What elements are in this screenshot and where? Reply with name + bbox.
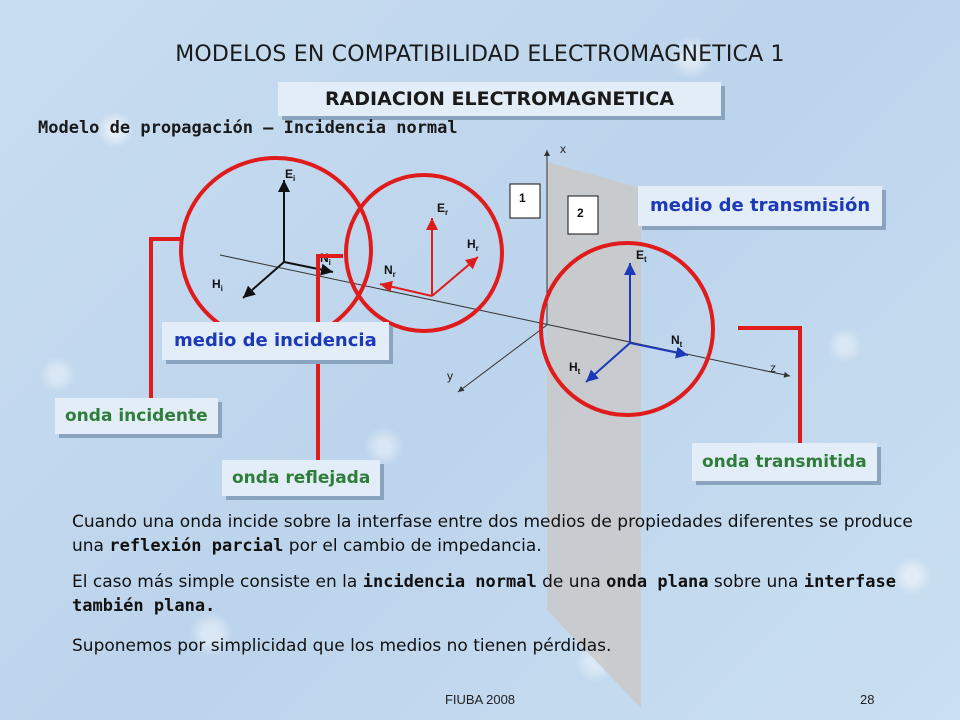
incident-H-label: $H_i$ (212, 277, 223, 293)
model-heading: Modelo de propagación – Incidencia normal (38, 118, 458, 138)
z-axis-label: z (770, 361, 776, 375)
section-subtitle: RADIACION ELECTROMAGNETICA (278, 82, 721, 116)
reflected-H-label: $H_r$ (467, 237, 479, 253)
incident-E-label: $E_i$ (285, 167, 296, 183)
page-title: MODELOS EN COMPATIBILIDAD ELECTROMAGNETICA 1 (175, 42, 785, 67)
incident-N-label: $N_i$ (320, 251, 331, 267)
reflected-wave-label: onda reflejada (222, 460, 380, 496)
paragraph-normal-incidence: El caso más simple consiste en la incidencia normal de una onda plana sobre una interfase también plana. (72, 572, 896, 616)
reflected-N-label: $N_r$ (384, 263, 396, 279)
paragraph-reflection: Cuando una onda incide sobre la interfase entre dos medios de propiedades diferentes se produce una reflexión parcial por el cambio de impedancia. (72, 512, 913, 556)
incident-wave-circle (181, 158, 371, 342)
paragraph-lossless: Suponemos por simplicidad que los medios no tienen pérdidas. (72, 636, 612, 656)
reflected-E-label: $E_r$ (437, 201, 449, 217)
y-axis-label: y (447, 369, 453, 383)
transmitted-H-label: $H_t$ (569, 360, 581, 376)
incident-H-vector (243, 262, 284, 298)
incident-callout (151, 239, 180, 398)
incidence-medium-label: medio de incidencia (162, 322, 389, 360)
x-axis-label: x (560, 142, 566, 156)
incident-wave-label: onda incidente (55, 398, 218, 434)
transmitted-wave-label: onda transmitida (692, 443, 877, 481)
y-axis (458, 325, 547, 392)
transmission-medium-label: medio de transmisión (638, 186, 882, 226)
reflected-H-vector (432, 257, 478, 296)
transmitted-callout (738, 328, 800, 443)
footer-institution: FIUBA 2008 (444, 692, 516, 707)
medium-2-label: 2 (577, 206, 584, 220)
page-number: 28 (860, 692, 875, 707)
medium-1-label: 1 (519, 191, 526, 205)
transmitted-E-label: $E_t$ (636, 248, 647, 264)
transmitted-N-label: $N_t$ (671, 333, 683, 349)
